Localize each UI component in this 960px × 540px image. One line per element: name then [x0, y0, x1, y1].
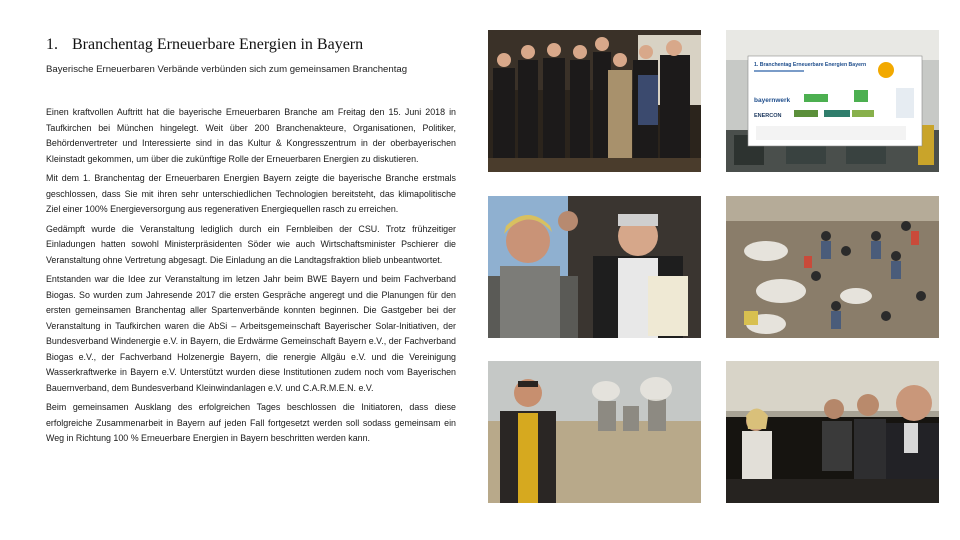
paragraph-4: Entstanden war die Idee zur Veranstaltung im letzen Jahr beim BWE Bayern und beim Fachverband Biogas. So wurden zum Jahresende 2017 die ersten Gespräche angeregt und die Planungen für den ersten gemeinsamen Branchentag aller Spartenverbände konnten beginnen. Die Gastgeber bei der Veranstaltung in Taufkirchen waren die AbSi – Arbeitsgemeinschaft Bayerischer Solar-Initiativen, der Bundesverband Windenergie e.V. in Bayern, die Erdwärme Gemeinschaft Bayern e.V., der Fachverband Biogas e.V., der Fachverband Holzenergie Bayern, die renergie Allgäu e.V. und die Vereinigung Wasserkraftwerke in Bayern e.V. Unterstützt wurden diese Institutionen zudem noch vom Bayerischen Bauernverband, dem Bundesverband Kleinwindanlagen e.V. und C.A.R.M.E.N. e.V. — [46, 274, 456, 393]
banner-title: 1. Branchentag Erneuerbare Energien Bayern — [754, 62, 867, 68]
paragraph-5: Beim gemeinsamen Ausklang des erfolgreichen Tages beschlossen die Initiatoren, dass diese erfolgreiche Zusammenarbeit in Bayern auf jeden Fall fortgesetzt werden soll sodass gemeinsam ein Weg in Richtung 100 % Erneuerbare Energien in Bayern beschritten werden kann. — [46, 402, 456, 443]
title-text: Branchentag Erneuerbare Energien in Bayern — [72, 36, 364, 53]
subtitle: Bayerische Erneuerbaren Verbände verbünden sich zum gemeinsamen Branchentag — [46, 64, 408, 75]
article — [46, 36, 456, 451]
photo-group-speakers — [488, 30, 701, 172]
paragraph-3: Gedämpft wurde die Veranstaltung lediglich durch ein Fernbleiben der CSU. Trotz frühzeitiger Einladungen hatten sowohl Ministerpräsidenten Söder wie auch Wirtschaftsminister Pschierer die Veranstaltung ohne Vertretung abgesagt. Die Einladung an die Landtagsfraktion blieb unbeantwortet. — [46, 223, 456, 265]
photo-speaker-stage — [488, 361, 701, 503]
paragraph-2: Mit dem 1. Branchentag der Erneuerbaren Energien Bayern zeigte die bayerische Branche erstmals geschlossen, dass Sie mit ihren sehr unterschiedlichen Technologien bereitsteht, das klimapolitische Ziel einer 100% Energieversorgung aus regenerativen Energiequellen rasch zu erreichen. — [46, 173, 456, 214]
photo-event-banner — [726, 30, 939, 172]
paragraph-1: Einen kraftvollen Auftritt hat die bayerische Erneuerbaren Branche am Freitag den 15. Juni 2018 in Taufkirchen bei München hingelegt. Weit über 200 Branchenakteure, Organisationen, Politiker, Behördenvertreter und Interessierte sind in das Kultur & Kongresszentrum in der oberbayerischen Kleinstadt gekommen, um über die zukünftige Rolle der Erneuerbaren Energien zu diskutieren. — [46, 107, 456, 164]
photo-crowd-overhead — [726, 196, 939, 338]
banner-logo-bayernwerk: bayernwerk — [754, 97, 791, 104]
photo-attendees-talking — [488, 196, 701, 338]
page-title — [46, 36, 456, 54]
photo-panel-discussion — [726, 361, 939, 503]
title-number: 1. — [46, 36, 58, 53]
banner-logo-enercon: ENERCON — [754, 113, 782, 119]
